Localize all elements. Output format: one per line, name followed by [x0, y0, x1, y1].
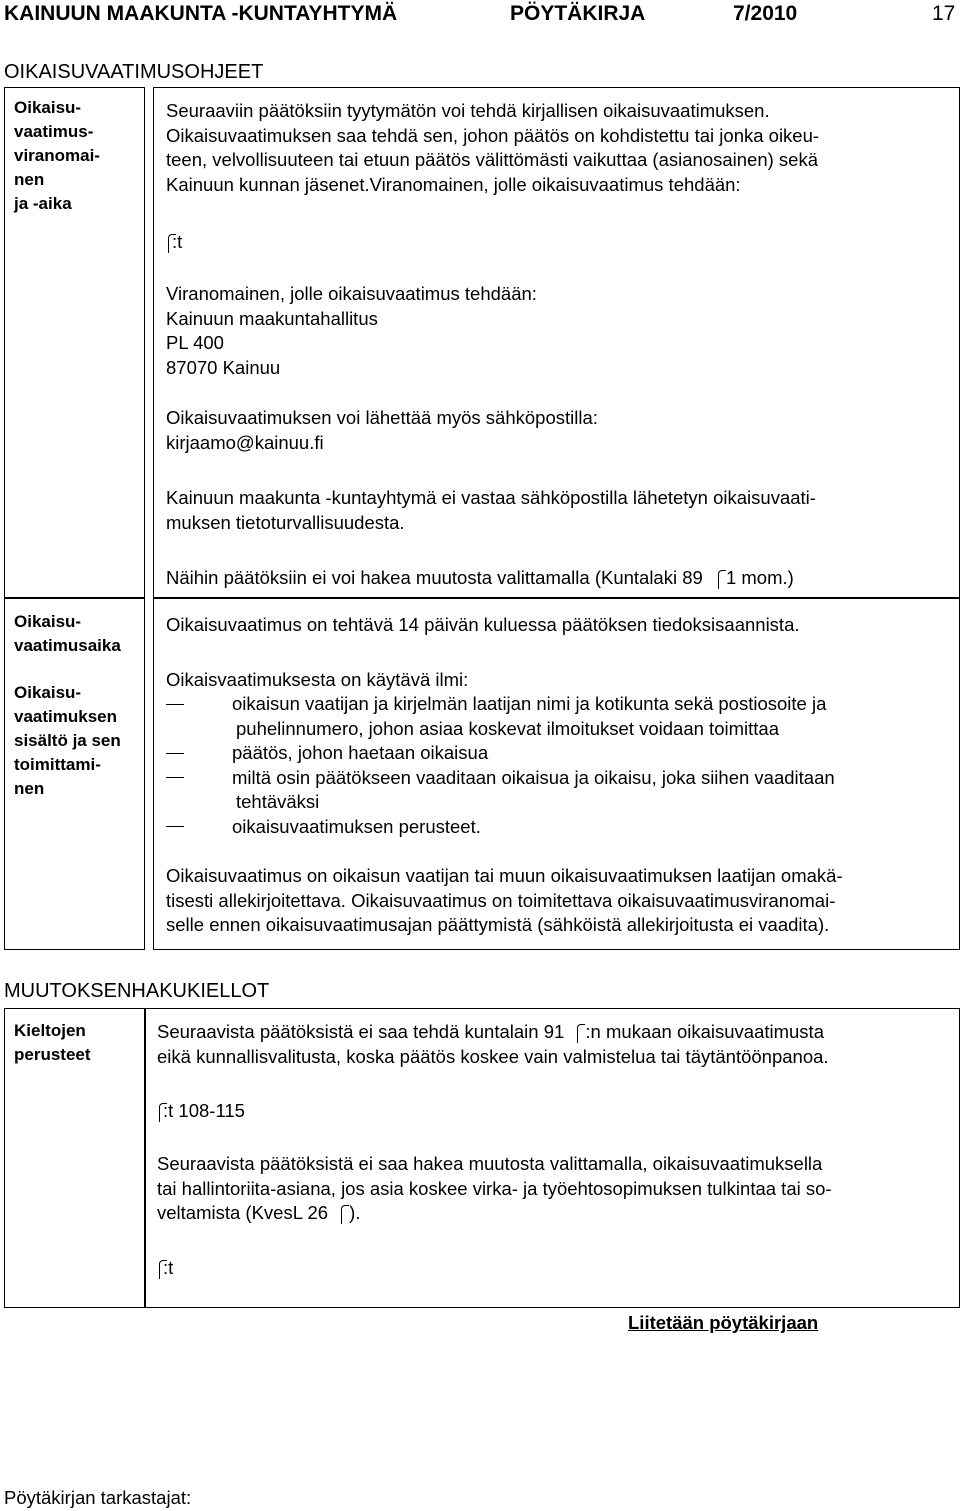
symbol-suffix: :t — [163, 1257, 174, 1278]
text-line: Oikaisuvaatimus on oikaisun vaatijan tai muun oikaisuvaatimuksen laatijan omakä- — [166, 865, 843, 886]
side-label-line: nen — [14, 779, 45, 798]
text-span: Seuraavista päätöksistä ei saa tehdä kuntalain 91 — [157, 1021, 565, 1042]
side-label-line: vaatimusaika — [14, 636, 121, 655]
text-line: teen, velvollisuuteen tai etuun päätös välittömästi vaikuttaa (asianosainen) sekä — [166, 149, 818, 170]
side-label-line: Oikaisu- — [14, 683, 82, 702]
text-span: 1 mom.) — [725, 567, 794, 588]
symbol-suffix: :t 108-115 — [163, 1100, 245, 1121]
text-line: selle ennen oikaisuvaatimusajan päättymistä (sähköistä allekirjoitusta ei vaadita). — [166, 914, 830, 935]
email-info — [166, 406, 598, 455]
dash-bullet-icon — [166, 826, 184, 827]
document-type: PÖYTÄKIRJA — [510, 2, 646, 25]
bullet-item — [166, 766, 835, 815]
section-title-oikaisuvaatimusohjeet: OIKAISUVAATIMUSOHJEET — [4, 61, 264, 83]
page-number: 17 — [932, 2, 956, 25]
document-number: 7/2010 — [733, 2, 798, 25]
bullet-item — [166, 741, 835, 766]
email-disclaimer — [166, 486, 816, 535]
dash-bullet-icon — [166, 753, 184, 754]
text-span: veltamista (KvesL 26 — [157, 1202, 329, 1223]
content-intro: Oikaisvaatimuksesta on käytävä ilmi: — [166, 669, 469, 690]
minutes-reviewers-label: Pöytäkirjan tarkastajat: — [4, 1487, 192, 1508]
email-address: kirjaamo@kainuu.fi — [166, 431, 324, 453]
side-label-appeal-period — [14, 610, 121, 658]
side-label-line: Kieltojen — [14, 1021, 86, 1040]
dash-bullet-icon — [166, 704, 184, 705]
text-line: Oikaisuvaatimuksen saa tehdä sen, johon päätös on kohdistettu tai jonka oikeu- — [166, 124, 820, 146]
side-label-line: sisältö ja sen — [14, 731, 121, 750]
symbol-suffix: :t — [172, 231, 183, 252]
text-line: eikä kunnallisvalitusta, koska päätös koskee vain valmistelua tai täytäntöönpanoa. — [157, 1045, 829, 1067]
bullet-text: päätös, johon haetaan oikaisua — [232, 742, 489, 763]
side-label-line: nen — [14, 170, 45, 189]
bullet-text: tehtäväksi — [236, 791, 320, 812]
text-line: Viranomainen, jolle oikaisuvaatimus tehdään: — [166, 283, 537, 304]
prohibition-paragraph-1 — [157, 1020, 829, 1069]
text-line: PL 400 — [166, 332, 224, 353]
text-line: Kainuun kunnan jäsenet.Viranomainen, jolle oikaisuvaatimus tehdään: — [166, 173, 741, 195]
organization-name: KAINUUN MAAKUNTA -KUNTAYHTYMÄ — [4, 2, 398, 25]
appeal-period-text: Oikaisuvaatimus on tehtävä 14 päivän kuluessa päätöksen tiedoksisaannista. — [166, 614, 800, 635]
side-label-prohibition-grounds — [14, 1019, 91, 1067]
closing-paragraph — [166, 864, 843, 938]
text-span: ). — [349, 1202, 361, 1223]
side-label-content-and-delivery — [14, 681, 121, 801]
bullet-item — [166, 815, 835, 840]
text-line: 87070 Kainuu — [166, 356, 281, 378]
authority-address — [166, 282, 537, 380]
bullet-text: puhelinnumero, johon asiaa koskevat ilmoitukset voidaan toimittaa — [236, 717, 779, 739]
section-title-muutoksenhakukiellot: MUUTOKSENHAKUKIELLOT — [4, 980, 270, 1002]
text-line: Oikaisuvaatimuksen voi lähettää myös sähköpostilla: — [166, 407, 598, 428]
text-line: muksen tietoturvallisuudesta. — [166, 511, 405, 533]
side-label-line: toimittami- — [14, 755, 101, 774]
text-line: tisesti allekirjoitettava. Oikaisuvaatimus on toimitettava oikaisuvaatimusviranomai- — [166, 889, 836, 911]
bullet-item — [166, 692, 835, 741]
side-label-line: perusteet — [14, 1045, 91, 1064]
text-line: tai hallintoriita-asiana, jos asia koskee virka- ja työehtosopimuksen tulkintaa tai so- — [157, 1177, 832, 1199]
text-span: Näihin päätöksiin ei voi hakea muutosta valittamalla (Kuntalaki 89 — [166, 567, 703, 588]
side-label-line: vaatimus- — [14, 122, 94, 141]
side-label-line: viranomai- — [14, 146, 100, 165]
section-symbol-reference-2 — [163, 1256, 173, 1281]
side-label-line: vaatimuksen — [14, 707, 117, 726]
text-line: Seuraaviin päätöksiin tyytymätön voi tehdä kirjallisen oikaisuvaatimuksen. — [166, 100, 770, 121]
bullet-text: miltä osin päätökseen vaaditaan oikaisua ja oikaisu, joka siihen vaaditaan — [232, 766, 835, 788]
intro-paragraph — [166, 99, 819, 197]
section-symbol-reference — [172, 230, 182, 255]
text-span: :n mukaan oikaisuvaatimusta — [585, 1021, 824, 1042]
content-bullet-list — [166, 692, 835, 839]
text-line: Kainuun maakuntahallitus — [166, 307, 378, 329]
section-range-reference — [163, 1099, 245, 1124]
text-line: Kainuun maakunta -kuntayhtymä ei vastaa sähköpostilla lähetetyn oikaisuvaati- — [166, 487, 816, 508]
bullet-text: oikaisuvaatimuksen perusteet. — [232, 815, 481, 837]
side-label-line: ja -aika — [14, 194, 72, 213]
attached-to-minutes-note: Liitetään pöytäkirjaan — [628, 1312, 819, 1333]
dash-bullet-icon — [166, 777, 184, 778]
bullet-text: oikaisun vaatijan ja kirjelmän laatijan nimi ja kotikunta sekä postiosoite ja — [232, 693, 827, 714]
no-appeal-note — [166, 566, 794, 591]
side-label-authority-and-time — [14, 96, 100, 216]
side-label-line: Oikaisu- — [14, 98, 82, 117]
prohibition-paragraph-2 — [157, 1152, 832, 1226]
text-line: Seuraavista päätöksistä ei saa hakea muutosta valittamalla, oikaisuvaatimuksella — [157, 1153, 823, 1174]
side-label-line: Oikaisu- — [14, 612, 82, 631]
